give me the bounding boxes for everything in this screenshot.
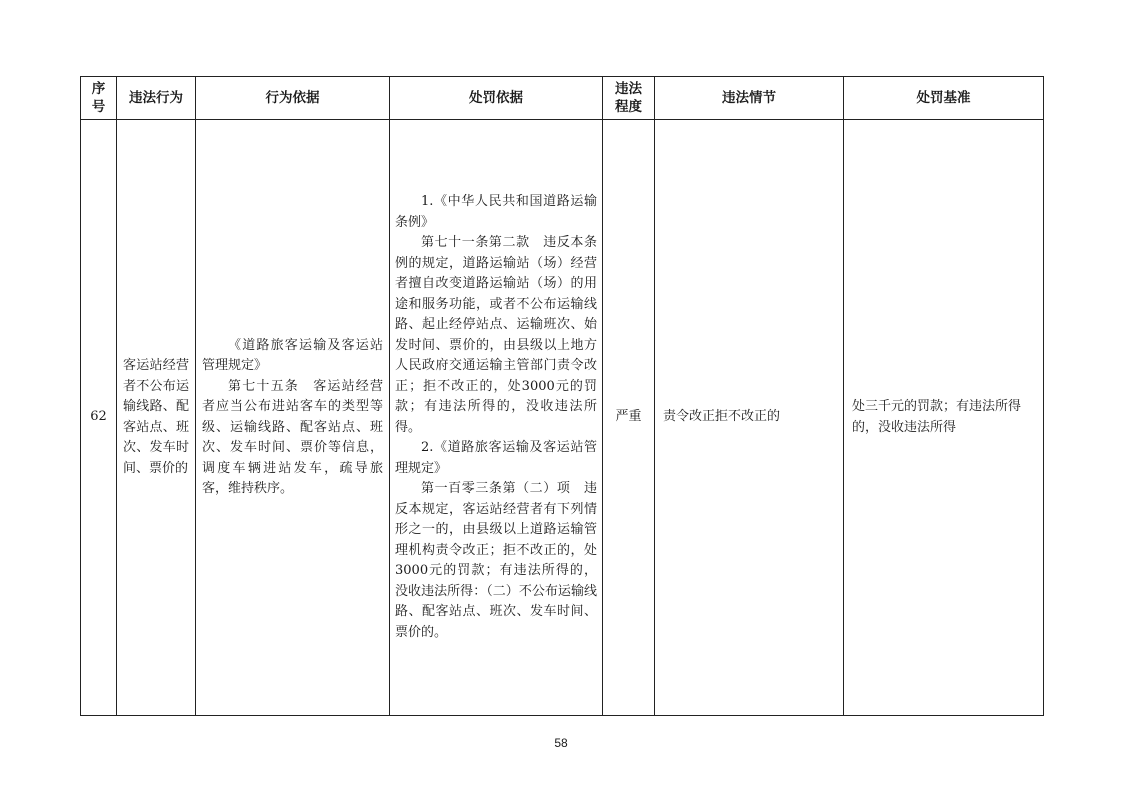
header-penalty-standard: 处罚基准	[844, 77, 1044, 120]
penalty-basis-item1-body: 第七十一条第二款 违反本条例的规定，道路运输站（场）经营者擅自改变道路运输站（场）的用途和服务功能，或者不公布运输线路、起止经停站点、运输班次、始发时间、票价的，由县级以上地方人民政府交通运输主管部门责令改正；拒不改正的，处3000元的罚款；有违法所得的，没收违法所得。	[395, 235, 597, 435]
header-seq	[81, 77, 117, 120]
header-severity-text: 违法 程度	[615, 81, 642, 115]
penalty-basis-item2-title: 2.《道路旅客运输及客运站管理规定》	[395, 440, 597, 476]
table-header-row	[81, 77, 1044, 120]
penalty-basis-item1-title: 1.《中华人民共和国道路运输条例》	[395, 194, 597, 230]
header-penalty-basis: 处罚依据	[390, 77, 603, 120]
table-row	[81, 120, 1044, 716]
act-basis-body: 第七十五条 客运站经营者应当公布进站客车的类型等级、运输线路、配客站点、班次、发车时间、票价等信息，调度车辆进站发车，疏导旅客，维持秩序。	[202, 378, 383, 496]
header-act-basis: 行为依据	[196, 77, 390, 120]
header-seq-text: 序 号	[91, 81, 106, 115]
cell-circumstance: 责令改正拒不改正的	[655, 120, 844, 716]
header-circumstance: 违法情节	[655, 77, 844, 120]
page-number: 58	[554, 736, 568, 750]
cell-seq: 62	[81, 120, 117, 716]
penalty-table	[80, 76, 1044, 716]
act-basis-title: 《道路旅客运输及客运站管理规定》	[202, 337, 383, 373]
header-violation-act: 违法行为	[117, 77, 196, 120]
header-severity	[603, 77, 655, 120]
cell-severity: 严重	[603, 120, 655, 716]
cell-penalty-basis	[390, 120, 603, 716]
cell-penalty-standard: 处三千元的罚款；有违法所得的，没收违法所得	[844, 120, 1044, 716]
cell-violation-act: 客运站经营者不公布运输线路、配客站点、班次、发车时间、票价的	[117, 120, 196, 716]
cell-act-basis	[196, 120, 390, 716]
penalty-basis-item2-body: 第一百零三条第（二）项 违反本规定，客运站经营者有下列情形之一的，由县级以上道路运输管理机构责令改正；拒不改正的，处3000元的罚款；有违法所得的，没收违法所得：（二）不公布运输线路、配客站点、班次、发车时间、票价的。	[395, 481, 597, 640]
